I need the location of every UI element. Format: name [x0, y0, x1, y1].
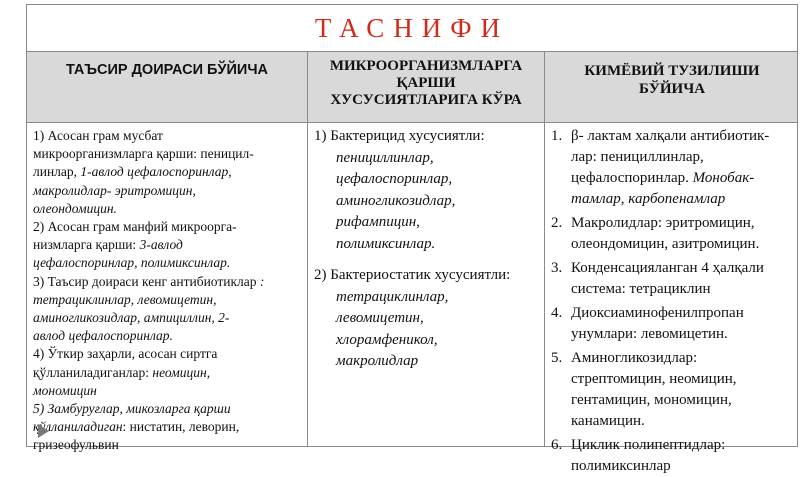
play-arrow-icon[interactable] — [38, 424, 49, 438]
text-line: олеондомицин. — [33, 200, 117, 216]
text-line: 5) Замбуруғлар, микозларга қарши — [33, 401, 231, 417]
text-span: лар: пенициллинлар, — [571, 149, 704, 165]
text-span: 3-авлод — [139, 237, 183, 253]
text-span: : нистатин, леворин, — [122, 419, 240, 435]
text-line: тетрациклинлар, — [336, 288, 449, 305]
text-span: Диоксиаминофенилпропан — [571, 305, 744, 321]
text-span: канамицин. — [571, 413, 645, 429]
text-line: цефалоспоринлар, — [336, 171, 453, 187]
text-span: қўлланиладиган — [33, 419, 123, 435]
text-span: линлар, — [33, 164, 81, 180]
list-text — [571, 348, 793, 432]
text-span: Монобак- — [692, 170, 755, 186]
list-item — [551, 348, 793, 432]
text-line — [33, 364, 303, 382]
page-title: ТАСНИФИ — [314, 12, 510, 43]
text-line — [33, 273, 303, 291]
text-line: цефалоспоринлар, полимиксинлар. — [33, 255, 231, 271]
list-item — [551, 435, 793, 477]
list-item — [551, 126, 793, 210]
cell-microorganisms — [308, 123, 544, 446]
list-number: 2. — [551, 215, 563, 231]
text-span: тамлар, карбопенамлар — [571, 191, 726, 207]
list-text — [571, 258, 793, 300]
text-line: мономицин — [33, 382, 97, 398]
header-scope-label: ТАЪСИР ДОИРАСИ БЎЙИЧА — [65, 62, 269, 78]
header-scope — [27, 52, 307, 122]
header-chemical-structure — [545, 52, 799, 122]
text-line: макролидлар — [336, 353, 419, 369]
header-line: БЎЙИЧА — [638, 81, 706, 97]
list-item — [551, 213, 793, 255]
text-span: олеондомицин, азитромицин. — [571, 236, 760, 252]
text-line: левомицетин, — [336, 310, 424, 326]
header-line: ҚАРШИ — [396, 75, 456, 91]
classification-table — [26, 4, 798, 474]
text-line: 2) Асосан грам манфий микроорга- — [33, 219, 237, 235]
text-line: 1) Асосан грам мусбат — [33, 128, 163, 143]
text-line — [33, 236, 303, 254]
text-span: унумлари: левомицетин. — [571, 326, 728, 342]
list-number: 3. — [551, 260, 563, 276]
text-span: 1-авлод цефалоспоринлар, — [80, 164, 232, 180]
list-text — [571, 303, 793, 345]
list-item — [551, 303, 793, 345]
header-line: КИМЁВИЙ ТУЗИЛИШИ — [584, 63, 760, 79]
list-item — [551, 258, 793, 300]
text-span: 3) Таъсир доираси кенг антибиотиклар — [33, 273, 260, 289]
list-number: 1. — [551, 128, 563, 144]
text-line: хлорамфеникол, — [336, 331, 438, 348]
text-line: полимиксинлар. — [336, 235, 436, 252]
text-span: Аминогликозидлар: — [571, 350, 698, 366]
text-line — [33, 163, 303, 181]
text-span: стрептомицин, неомицин, — [571, 371, 737, 387]
text-line: авлод цефалоспоринлар. — [33, 328, 173, 344]
text-line: 2) Бактериостатик хусусиятли: — [314, 267, 511, 283]
text-span: низмларга қарши: — [33, 237, 140, 253]
text-line: аминогликозидлар, ампициллин, 2- — [33, 310, 230, 326]
text-span: Циклик полипептидлар: — [571, 437, 726, 453]
text-span: система: тетрациклин — [571, 281, 711, 297]
list-text — [571, 126, 793, 210]
cell-scope — [27, 123, 307, 453]
list-number: 4. — [551, 305, 563, 321]
text-line: 1) Бактерицид хусусиятли: — [314, 128, 485, 144]
text-line: 4) Ўткир заҳарли, асосан сиртга — [33, 346, 218, 362]
header-microorganisms — [308, 52, 544, 122]
header-line: МИКРООРГАНИЗМЛАРГА — [329, 58, 523, 74]
text-span: неомицин, — [152, 364, 211, 380]
text-line: аминогликозидлар, — [336, 192, 456, 209]
text-line: рифампицин, — [336, 214, 420, 230]
cell-chemical-structure — [545, 123, 799, 474]
header-line: ХУСУСИЯТЛАРИГА КЎРА — [330, 92, 522, 108]
spacer — [314, 255, 540, 265]
text-line: микроорганизмларга қарши: пеницил- — [33, 146, 254, 162]
title-row — [27, 5, 797, 52]
text-line: тетрациклинлар, левомицетин, — [33, 291, 217, 307]
list-text — [571, 213, 793, 255]
header-row — [27, 52, 797, 122]
text-span: цефалоспоринлар. — [571, 170, 693, 186]
list-number: 6. — [551, 437, 563, 453]
text-span: полимиксинлар — [571, 458, 671, 474]
text-line — [33, 418, 303, 436]
text-span: гентамицин, мономицин, — [571, 392, 732, 408]
text-span: : — [259, 273, 265, 289]
text-span: қўлланиладиганлар: — [33, 364, 153, 380]
text-span: Конденсацияланган 4 ҳалқали — [571, 260, 764, 276]
text-span: Макролидлар: эритромицин, — [571, 215, 755, 231]
list-number: 5. — [551, 350, 563, 366]
text-span: β- лактам халқали антибиотик- — [571, 128, 770, 144]
list-text — [571, 435, 793, 477]
text-line: гризеофульвин — [33, 437, 119, 453]
text-line: пенициллинлар, — [336, 149, 434, 166]
text-line: макролидлар- эритромицин, — [33, 182, 196, 198]
